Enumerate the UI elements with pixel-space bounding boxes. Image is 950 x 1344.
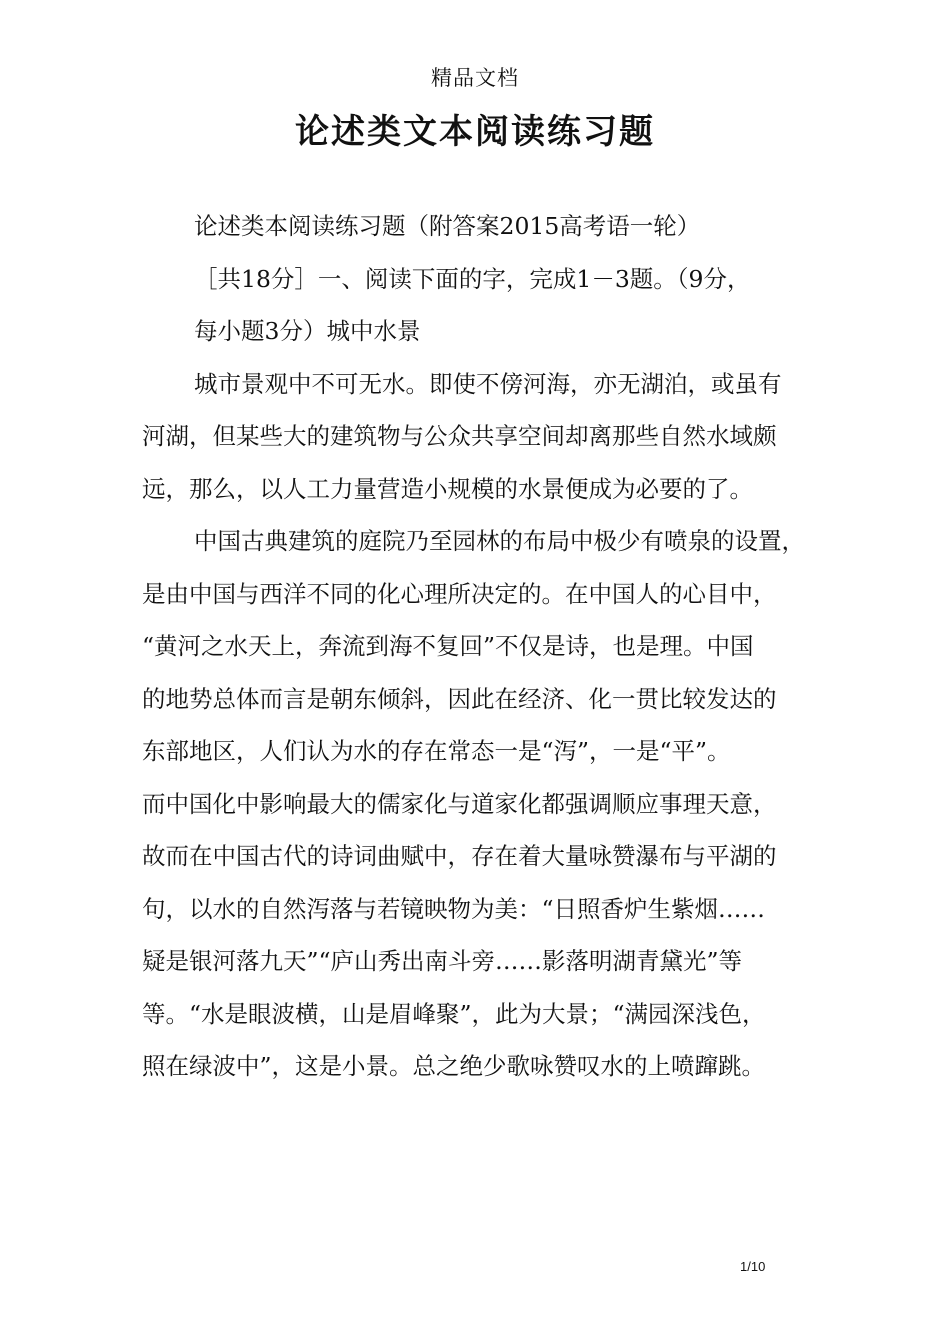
text-line: “黄河之水天上，奔流到海不复回”不仅是诗，也是理。中国 — [142, 632, 754, 660]
text-line: 的地势总体而言是朝东倾斜，因此在经济、化一贯比较发达的 — [142, 684, 777, 713]
text-line: 故而在中国古代的诗词曲赋中，存在着大量咏赞瀑布与平湖的 — [142, 842, 777, 870]
text-line: 疑是银河落九天”“庐山秀出南斗旁……影落明湖青黛光”等 — [142, 947, 743, 975]
text-line: 河湖，但某些大的建筑物与公众共享空间却离那些自然水域颇 — [142, 422, 777, 450]
text-line: 每小题3分）城中水景 — [194, 317, 421, 345]
document-header-label: 精品文档 — [431, 66, 519, 90]
text-line: 照在绿波中”，这是小景。总之绝少歌咏赞叹水的上喷蹿跳。 — [142, 1052, 766, 1080]
text-line: 句，以水的自然泻落与若镜映物为美：“日照香炉生紫烟…… — [142, 894, 766, 923]
text-line: 远，那么，以人工力量营造小规模的水景便成为必要的了。 — [142, 474, 753, 503]
text-line: 等。“水是眼波横，山是眉峰聚”，此为大景；“满园深浅色， — [142, 999, 766, 1028]
text-line: 是由中国与西洋不同的化心理所决定的。在中国人的心目中， — [142, 579, 777, 608]
page-title: 论述类文本阅读练习题 — [295, 112, 655, 152]
text-line: 论述类本阅读练习题（附答案2015高考语一轮） — [194, 212, 701, 240]
document-body — [142, 200, 842, 1093]
text-line: 城市景观中不可无水。即使不傍河海，亦无湖泊，或虽有 — [194, 369, 782, 398]
text-line: 中国古典建筑的庭院乃至园林的布局中极少有喷泉的设置， — [194, 527, 805, 555]
text-line: 东部地区，人们认为水的存在常态一是“泻”，一是“平”。 — [142, 737, 731, 765]
text-line: 而中国化中影响最大的儒家化与道家化都强调顺应事理天意， — [142, 789, 777, 818]
text-line: ［共18分］一、阅读下面的字，完成1－3题。（9分， — [194, 264, 751, 293]
page-number: 1/10 — [740, 1259, 766, 1274]
